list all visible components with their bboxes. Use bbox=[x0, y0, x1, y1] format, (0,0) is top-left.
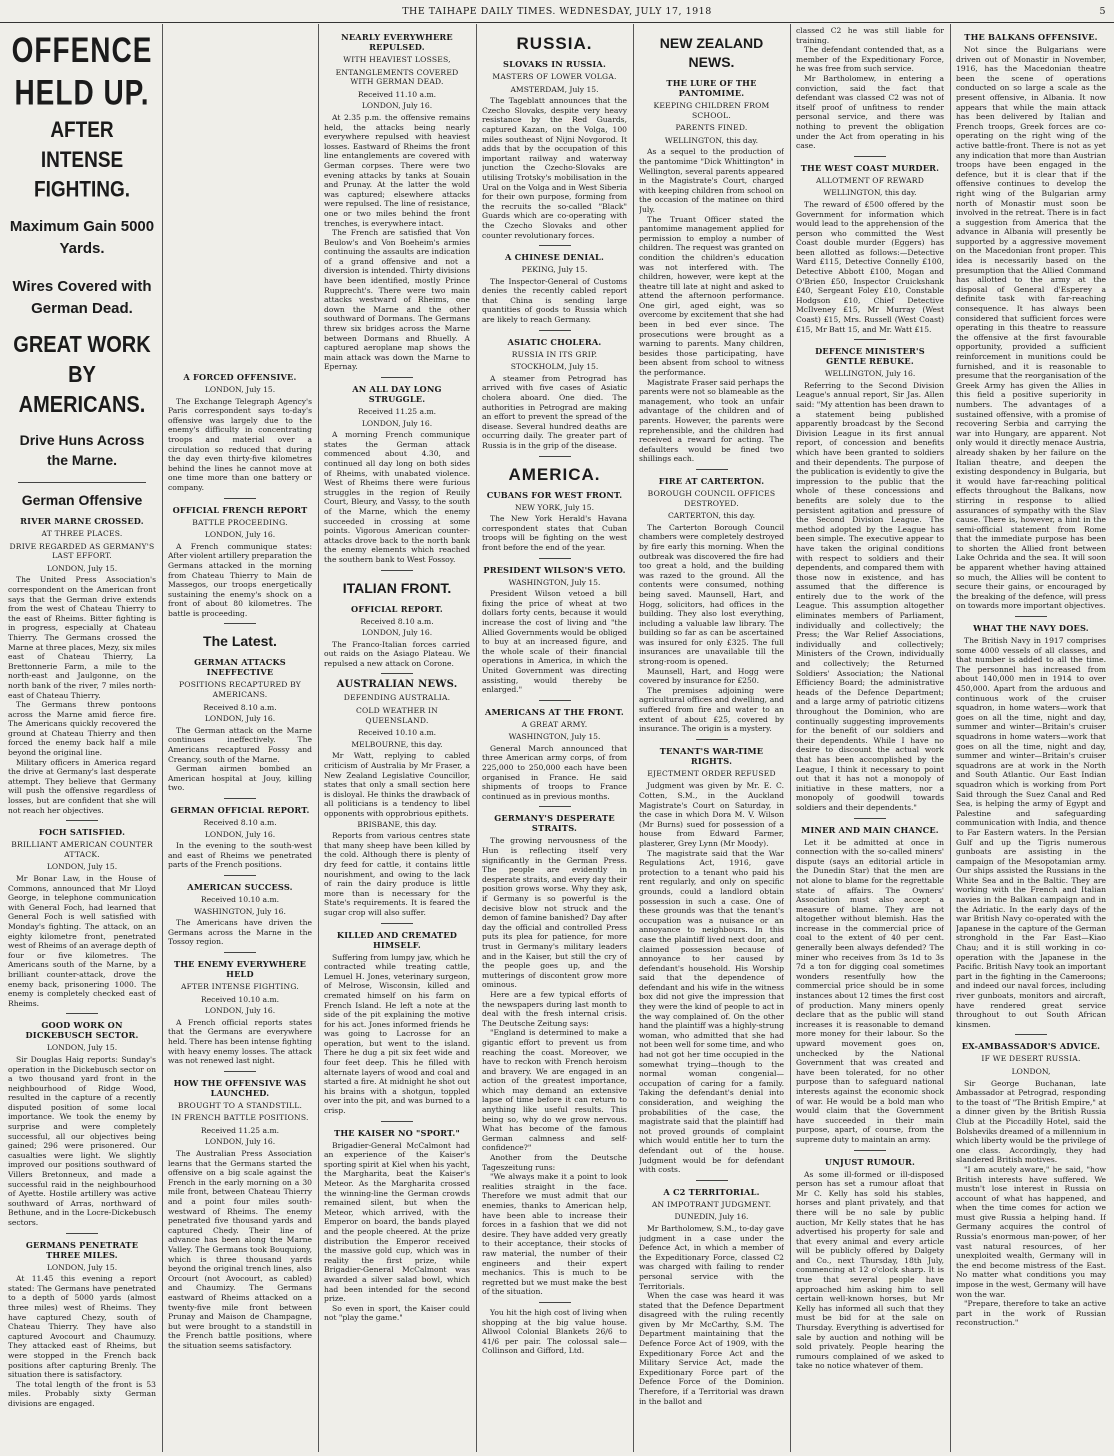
article-subheadline: DRIVE REGARDED AS GERMANY'S LAST EFFORT. bbox=[9, 541, 155, 561]
article-paragraph: "I am acutely aware," he said, "how British interests have suffered. We mustn't lose interest in Russia on account of what has happened, and when the time comes for action we must give Russia a helping hand. If Germany acquires the control of Russia's enormous man-power, of her vast natural resources, of her unexploited wealth, Germany will in the end become mistress of the East. No matter what conditions you may impose in the west, Germany will have won the war. bbox=[956, 1164, 1106, 1299]
divider bbox=[539, 558, 571, 559]
divider bbox=[854, 818, 886, 819]
article-subheadline: BATTLE PROCEEDING. bbox=[192, 517, 288, 527]
article-headline: DEFENCE MINISTER'S GENTLE REBUKE. bbox=[815, 346, 925, 367]
divider bbox=[539, 456, 571, 457]
dateline: LONDON, July 16. bbox=[361, 101, 433, 111]
article-paragraph: A French official reports states that the Germans are everywhere held. There has been intense fighting with heavy enemy losses. The attack was not renewed last night. bbox=[168, 1017, 312, 1066]
article-headline: THE LURE OF THE PANTOMIME. bbox=[666, 78, 757, 98]
article-headline: RIVER MARNE CROSSED. bbox=[20, 516, 144, 526]
divider bbox=[696, 469, 728, 470]
column-rule bbox=[633, 24, 634, 1452]
divider bbox=[224, 498, 256, 499]
article-paragraph: A French communique states: After violent artillery preparation the Germans attacked in the morning from Chateau Thierry to Main de Massegos, our troops energetically sustaining the enemy's shock on a front of about 80 kilometres. The battle is proceeding. bbox=[168, 541, 312, 618]
divider bbox=[66, 820, 98, 821]
dateline: WELLINGTON, this day. bbox=[823, 188, 917, 198]
column-rule bbox=[162, 24, 163, 1452]
headline-main: OFFENCE HELD UP. bbox=[11, 30, 153, 112]
dateline: DUNEDIN, July 16. bbox=[674, 1212, 749, 1222]
article-headline: THE KAISER NO "SPORT." bbox=[334, 1127, 460, 1138]
divider bbox=[854, 339, 886, 340]
dateline: LONDON, July 15. bbox=[46, 862, 118, 872]
dateline: WASHINGTON, July 15. bbox=[508, 577, 601, 587]
masthead bbox=[0, 0, 1114, 23]
article-headline: THE WEST COAST MURDER. bbox=[800, 162, 940, 173]
article-paragraph: Mr Bartholomew, in entering a conviction, said the fact that defendant was classed C2 was not of itself proof of unfitness to render personal service, and there was nothing to prevent the obligation under the Act from operating in his case. bbox=[796, 73, 944, 151]
dateline: WELLINGTON, July 16. bbox=[824, 369, 916, 379]
article-paragraph: In the evening to the south-west and east of Rheims we penetrated parts of the French positions. bbox=[168, 841, 312, 870]
section-title: The Latest. bbox=[203, 633, 277, 650]
column-rule bbox=[790, 24, 791, 1452]
received-time: Received 8.10 a.m. bbox=[203, 818, 277, 827]
received-time: Received 10.10 a.m. bbox=[200, 994, 280, 1004]
advertisement-paragraph: You hit the high cost of living when shopping at the big value house. Allwool Colonial Blankets 26/6 to 41/6 per pair. The colossal sale—Collinson and Gifford, Ltd. bbox=[482, 1307, 627, 1356]
article-paragraph: Maunsell, Hart, and Hogg were covered by insurance for £250. bbox=[639, 666, 784, 686]
article-paragraph: Referring to the Second Division League's annual report, Sir Jas. Allen said: "My attention has been drawn to a statement being published apparently broadcast by the Second Division League in its first annual report, of concession and benefits which have been granted to soldiers and their dependents. The purpose of the publication is evidently to give the impression to the public that the whole of these concessions and benefits are solely due to the persistent agitation and pressure of the Second Division League. The method adopted by the League has been simple. The executive appear to have taken the original conditions with respect to soldiers and their dependents, and compared them with those now in existence, and has assumed that the difference is entirely due to the work of the League. This assumption altogether eliminates members of Parliament, individually and collectively; the Press; the War Relief Associations, individually and collectively; Ministers of the Crown, individually and collectively; the Returned Soldiers' Association; the National Efficiency Board; the administrative heads of the Defence Department; and a large army of patriotic citizens throughout the Dominion, who are continually suggesting improvements for the benefit of our soldiers and their dependents. While I have no desire to discount the actual work that has been accomplished by the League, I think it necessary to point out that it has not a monopoly of initiative in these matters, nor a monopoly of goodwill towards soldiers and their dependents." bbox=[796, 380, 944, 812]
article-headline: A CHINESE DENIAL. bbox=[504, 252, 605, 263]
section-title: ITALIAN FRONT. bbox=[342, 579, 452, 596]
divider bbox=[224, 623, 256, 624]
article-paragraph: The magistrate said that the War Regulations Act, 1916, gave protection to a tenant who paid his rent regularly, and only on specific grounds, could a landlord obtain possession in such a case. One of these grounds was that the tenant's occupation was a nuisance or an annoyance to neighbours. In this case the plaintiff lived next door, and claimed possession because of annoyance to her caused by defendant's household. His Worship said that the dependence of defendant and his wife in the witness box did not give the impression that they were the kind of people to act in the way complained of. On the other hand the plaintiff was a highly-strung woman, who admitted that she had not been well for some time, and who had not got her time occupied in the somewhat trying—though to the normal woman congenial—occupation of caring for a family. Taking the defendant's denial into consideration, and weighing the probabilities of the case, the magistrate said that the plaintiff had not proved grounds of complaint which would entitle her to turn the defendant out of the house. Judgment would be for defendant with costs. bbox=[639, 848, 784, 1175]
dateline: STOCKHOLM, July 15. bbox=[510, 362, 599, 372]
article-headline: UNJUST RUMOUR. bbox=[824, 1156, 916, 1167]
dateline: CARTERTON, this day. bbox=[667, 511, 756, 521]
article-paragraph: classed C2 he was still liable for training. bbox=[796, 26, 944, 45]
article-subheadline: DEFENDING AUSTRALIA. bbox=[343, 693, 451, 703]
divider bbox=[224, 875, 256, 876]
divider bbox=[539, 1302, 571, 1303]
article-subheadline: EJECTMENT ORDER REFUSED bbox=[647, 768, 776, 778]
dateline: LONDON, July 16. bbox=[204, 714, 276, 724]
article-subheadline: BROUGHT TO A STANDSTILL. bbox=[177, 1100, 303, 1110]
article-headline: GERMAN OFFICIAL REPORT. bbox=[170, 805, 310, 815]
article-paragraph: At 11.45 this evening a report stated: The Germans have penetrated to a depth of 5000 yards (almost three miles) west of Rheims. They have captured Chezy, south of Chateau Thierry. They have also captured Avocourt and Chaumuzy. They attacked east of Rheims, but were stopped in the French back positions after capturing Brenly. The situation there is satisfactory. bbox=[8, 1274, 156, 1380]
article-paragraph: As a sequel to the production of the pantomime "Dick Whittington" in Wellington, several parents appeared in the Magistrate's Court, charged with keeping children from school on the occasion of the matinee on third July. bbox=[639, 147, 784, 214]
article-paragraph: General March announced that three American army corps, of from 225,000 to 250,000 each have been organised in France. He said shipments of troops to France continued as in previous months. bbox=[482, 743, 627, 801]
divider bbox=[224, 952, 256, 953]
article-subheadline: BRILLIANT AMERICAN COUNTER ATTACK. bbox=[11, 840, 153, 859]
article-paragraph: The British Navy in 1917 comprises some 4000 vessels of all classes, and that number is added to all the time. The personnel has increased from about 140,000 men in 1914 to over 450,000. Apart from the arduous and continuous work of the cruiser squadron, in home waters—work that goes on all the time, night and day, summer and winter—Britain's cruiser squadrons in home waters—work that goes on all the time, night and day, summer and winter—Britain's cruiser squadrons are at work in the North and South Atlantic. Our East Indian squadron which is working from Port Said through the Suez Canal and Red Sea, is helping the army of Egypt and Palestine and safeguarding communication with India, and thence to Far Eastern waters. In the Persian Gulf and up the Tigris numerous gunboats are assisting in the campaign of the Mesopotamian army. Our ships assisted the Russians in the White Sea and in the Baltic. They are working with the French and Italian navies in the Balkan campaign and in the Adriatic. In the early days of the war British Navy co-operated with the Japanese in the capture of the German stronghold in the Far East—Kiao Chau; and it is still working in co-operation with the Japanese in the Pacific. British Navy took an important part in the fighting in the Cameroons; and indeed our naval forces, including river gunboats, monitors and aircraft, have rendered great service throughout to out South African kinsmen. bbox=[956, 636, 1106, 1029]
article-paragraph: The reward of £500 offered by the Government for information which would lead to the apprehension of the person who committed the West Coast double murder (Eggers) has been allotted as follows:—Detective Ward £115, Detective Connelly £100, Detective Abbott £100, Mogan and O'Brien £50, Inspector Cruickshank £40, Sergeant Foley £10, Constable Hodgson £10, Chief Detective McIlveney £15, Mr Murray (West Coast) £15, Mrs. Russell (West Coast) £15, Mr Batt 15, and Mr. Watt £15. bbox=[796, 199, 944, 334]
article-paragraph: Suffering from lumpy jaw, which he contracted while treating cattle, Lemuel H. Jones, veterinary surgeon, of Melrose, Wisconsin, killed and cremated himself on his farm on French Island. He left a note at the side of the pit explaining the motive for his act. Jones informed friends he was going to Lacrosse for an operation, but went to the island. There he dug a pit six feet wide and four feet deep. This he filled with alternate layers of wood and coal and started a fire. At midnight he shot out his brains with a shotgun, toppled over into the pit, and was burned to a crisp. bbox=[324, 952, 470, 1116]
article-headline: OFFICIAL REPORT. bbox=[351, 603, 443, 614]
divider bbox=[539, 330, 571, 331]
received-time: Received 10.10 a.m. bbox=[357, 728, 437, 738]
article-paragraph: So even in sport, the Kaiser could not "play the game." bbox=[324, 1303, 470, 1323]
article-paragraph: Mr Bartholomew, S.M., to-day gave judgment in a case under the Defence Act, in which a member of the Expeditionary Force, classed C2 was charged with failing to render personal service with the Territorials. bbox=[639, 1223, 784, 1291]
section-title: RUSSIA. bbox=[516, 34, 593, 53]
dateline: LONDON, July 16. bbox=[361, 418, 433, 428]
article-paragraph: The New York Herald's Havana correspondent states that Cuban troops will be fighting on the west front before the end of the year. bbox=[482, 514, 627, 552]
article-headline: CUBANS FOR WEST FRONT. bbox=[486, 489, 623, 500]
article-headline: GERMANS PENETRATE THREE MILES. bbox=[25, 1239, 139, 1260]
dateline: LONDON, July 16. bbox=[361, 628, 433, 638]
article-paragraph: "Prepare, therefore to take an active part in the work of Russian reconstruction." bbox=[956, 1299, 1106, 1328]
article-headline: HOW THE OFFENSIVE WAS LAUNCHED. bbox=[173, 1077, 307, 1098]
column-4 bbox=[482, 26, 627, 1450]
article-paragraph: The growing nervousness of the Hun is reflecting itself very significantly in the German Press. The people are evidently in desperate straits, and every day their position grows worse. Why they ask, if Germany is so powerful is the decisive blow not struck and the demon of famine banished? Day after day the official and controlled Press puts its plea for patience, for more trust in Germany's military leaders and in the Kaiser, but still the cry of the people goes up, and the mutterings of discontent grow more ominous. bbox=[482, 836, 627, 990]
dateline: LONDON, July 15. bbox=[46, 563, 118, 573]
divider bbox=[224, 1071, 256, 1072]
article-paragraph: The German attack on the Marne continues ineffectively. The Americans recaptured Fossy and Creancy, south of the Marne. bbox=[168, 725, 312, 764]
article-paragraph: Not since the Bulgarians were driven out of Monastir in November, 1916, has the Macedonian theatre been the scene of operations conducted on so large a scale as the present offensive, in Albania. It now appears that while the main attack has been delivered by Italian and French troops, Greek forces are co-operating on the right wing of the active battle-front. There is not as yet any indication that more than Austrian troops have been engaged in the defence, but it is clear that if the offensive continues to develop the right wing of the Bulgarian army north of Monastir must soon be involved in the retreat. There is in fact a suggestion from America that the advance in Albania will presently be supported by a aggressive movement on the Macedonian front proper. This idea is necessarily based on the presumption that the Allied Command has allotted to the army at the disposal of General d'Esperey a definite task with far-reaching consequence. It has always been considered that sufficient forces were operating in this theatre to reassure the offensive at the first favourable opportunity, provided a sufficient reinforcement in munitions could be furnished, and it is reasonable to presume that the reorganisation of the Greek Army has given the Allies in this field a positive superiority in numbers. The advantages of a sustained offensive, with a promise of recovering Serbia and carrying the war into Hungary, are apparent. Not only would it directly menace Austria, already shaken by her failure on the Italian theatre, and deepen the existing despondency in Bulgaria, but it would have far-reaching political effects throughout the Balkans, now stirring in response to allied assurances of sympathy with the Slav cause. There is, however, a hint in the semi-official statement from Rome that the immediate purpose has been to shorten the Allied front between Lake Ochrida and the sea. It will soon be apparent whether having attained so much, the Allies will be content to secure their gains, or encouraged by the breaking of the defence, will press on towards more important objectives. bbox=[956, 45, 1106, 611]
received-time: Received 11.25 a.m. bbox=[200, 1125, 280, 1135]
column-rule bbox=[318, 24, 319, 1452]
article-headline: GERMANY'S DESPERATE STRAITS. bbox=[494, 813, 615, 834]
article-headline: KILLED AND CREMATED HIMSELF. bbox=[336, 929, 458, 950]
received-time: Received 11.25 a.m. bbox=[357, 407, 437, 416]
article-paragraph: The Americans have driven the Germans across the Marne in the Tossoy region. bbox=[168, 918, 312, 947]
article-paragraph: The total length of the front is 53 miles. Probably sixty German divisions are engaged. bbox=[8, 1379, 156, 1408]
divider bbox=[66, 1233, 98, 1234]
dateline: LONDON, July 16. bbox=[204, 530, 276, 540]
article-paragraph: Brigadier-General McCalmont had an experience of the Kaiser's sporting spirit at Kiel when his yacht, the Margharita, beat the Kaiser's Meteor. As the Margharita crossed the winning-line the German crowds remained silent, but when the Meteor, which arrived, with the Emperor on board, the bands played and the people cheered. At the prize distribution the Emperor received the massive gold cup, which was in reality the first prize, while Brigadier-General McCalmont was awarded a silver salad bowl, which had been intended for the second prize. bbox=[324, 1140, 470, 1304]
headline-deck-3: Wires Covered with German Dead. bbox=[12, 278, 152, 317]
article-paragraph: The Exchange Telegraph Agency's Paris correspondent says to-day's offensive was largely due to the enemy's difficulty in concentrating troops and material over a circulation so reduced that during the day even thirty-five kilometres behind the lines he cannot move at one time more than one battery or company. bbox=[168, 396, 312, 492]
headline-deck-2: Maximum Gain 5000 Yards. bbox=[9, 218, 155, 257]
article-headline: FIRE AT CARTERTON. bbox=[658, 475, 765, 486]
article-paragraph: Here are a few typical efforts of the newspapers during last month to deal with the fresh internal crisis. The Deutsche Zeitung says: bbox=[482, 989, 627, 1028]
article-paragraph: A morning French communique states the German attack commenced about 4.30, and continued all day long on both sides of Rheims, with unabated violence. West of Rheims there were furious struggles in the region of Reuily Court, Bleury, and Vassy, to the south of the Marne, which the enemy succeeded in crossing at some points. Vigorous American counter-attacks drove back to the north bank the enemy elements which reached the southern bank to West Fossoy. bbox=[324, 430, 470, 564]
article-subheadline: AN IMPOTRANT JUDGMENT. bbox=[651, 1199, 772, 1209]
headline-deck-4: GREAT WORK BY AMERICANS. bbox=[13, 332, 151, 418]
article-subheadline: ENTANGLEMENTS COVERED WITH GERMAN DEAD. bbox=[335, 67, 459, 87]
column-rule bbox=[476, 24, 477, 1452]
divider bbox=[381, 570, 413, 571]
article-paragraph: "We always make it a point to look realities straight in the face. Therefore we must admit that our enemies, thanks to American help, have been able to increase their forces in a fashion that we did not desire. They have added very greatly to their acceptance, their stocks of raw material, the number of their engineers and their expert mechanics. This is much to be regretted but we must make the best of the situation. bbox=[482, 1172, 627, 1297]
divider bbox=[854, 1150, 886, 1151]
column-5 bbox=[639, 26, 784, 1450]
headline-deck-1: AFTER INTENSE FIGHTING. bbox=[33, 118, 131, 203]
article-subheadline: IN FRENCH BATTLE POSITIONS. bbox=[171, 1113, 309, 1123]
article-subheadline: WITH HEAVIEST LOSSES, bbox=[343, 55, 451, 64]
column-rule bbox=[950, 24, 951, 1452]
article-headline: OFFICIAL FRENCH REPORT bbox=[172, 504, 308, 515]
article-paragraph: The Australian Press Association learns that the Germans started the offensive on a big scale against the French in the early morning on a 30 mile front, between Chateau Thierry and a point four miles south-westward of Rheims. The enemy penetrated five thousand yards and captured Chedy. Their line of advance has been along the Marne Valley. The Germans took Bouquiony, which is three thousand yards beyond the original trench lines, also Orcourt (not Avocourt, as cabled) and Chaumizy. The Germans eastward of Rheims attacked on a twenty-five mile front between Prunay and Maison de Champagne, but were brought to a standstill in the French battle positions, where the situation seems satisfactory. bbox=[168, 1149, 312, 1350]
article-paragraph: The premises adjoining were agricultural offices and dwelling, and suffered from fire and water to an extent of about £25, covered by insurance. The origin is a mystery. bbox=[639, 685, 784, 734]
article-headline: A C2 TERRITORIAL. bbox=[663, 1186, 760, 1197]
article-paragraph: Let it be admitted at once in connection with the so-called miners' dispute (says an editorial article in the Dunedin Star) that the men are not alone to blame for the regrettable state of affairs. The Owners' Association must also accept a measure of blame. They are not altogether without blemish. Has the increase in the commercial price of coal to the extent of 40 per cent. generally been always defended? The miner who receives from 3s 1d to 3s 7d a ton for digging coal sometimes wonders resentfully how the commercial price should be in some instances about 12 times the first cost of production. Many miners openly declare that as the public will stand increases it is reasonable to demand more money for their labour. So the upward movement goes on, unchecked by the National Government that was created and have been tolerated, for no other purpose than to safeguard national interests against the economic shock of war. He would be a bold man who would claim that the Government have succeeded in their main purpose, apart, of course, from the supreme duty to maintain an army. bbox=[796, 837, 944, 1144]
article-paragraph: Military officers in America regard the drive at Germany's last desperate attempt. They believe that Germany will push the offensive regardless of losses, but are confident that she will not reach her objectives. bbox=[8, 757, 156, 815]
article-paragraph: The Germans threw pontoons across the Marne amid fierce fire. The Americans quickly recovered the ground at Chateau Thierry and then forced the enemy back half a mile beyond the original line. bbox=[8, 700, 156, 758]
article-subheadline: RUSSIA IN ITS GRIP. bbox=[511, 349, 598, 359]
article-paragraph: Sir Douglas Haig reports: Sunday's operation in the Dickebusch sector on a two thousand yard front in the neighbourhood of Ridge Wood, resulted in the capture of a recently disputed position of some local importance. We took the enemy by surprise and were completely successful, all our objectives being gained; 296 were prisonered. Our casualties were light. We slightly improved our positions southward of Villers Bretonneux, and made a successful raid in the neighbourhood of Ayette. Hostile artillery was active southward of Arras, northward of Bethune, and in the Locre-Dickebusch sectors. bbox=[8, 1054, 156, 1227]
article-paragraph: Judgment was given by Mr. E. C. Cotten, S.M., in the Auckland Magistrate's Court on Saturday, in the case in which Dora M. V. Wilson (Mr Burns) sued for possession of a house from Edward Farmer, plasterer, Grey Lynn (Mr Moody). bbox=[639, 781, 784, 848]
page-number: 5 bbox=[1099, 6, 1106, 17]
article-headline: PRESIDENT WILSON'S VETO. bbox=[483, 564, 626, 575]
divider bbox=[381, 673, 413, 674]
article-headline: TENANT'S WAR-TIME RIGHTS. bbox=[659, 745, 764, 766]
divider bbox=[381, 377, 413, 378]
article-paragraph: Another from the Deutsche Tageszeitung runs: bbox=[482, 1153, 627, 1172]
article-subheadline: MASTERS OF LOWER VOLGA. bbox=[492, 72, 617, 81]
article-subheadline: AFTER INTENSE FIGHTING. bbox=[180, 981, 300, 991]
article-headline: MINER AND MAIN CHANCE. bbox=[801, 824, 939, 835]
article-headline: THE BALKANS OFFENSIVE. bbox=[964, 32, 1098, 42]
dateline: LONDON, July 16. bbox=[204, 829, 276, 839]
dateline: LONDON, July 16. bbox=[204, 1137, 276, 1147]
article-paragraph: The Tageblatt announces that the Czecho Slovaks, despite very heavy resistance by the Red Guards, captured Kazan, on the Volga, 100 miles southeast of Nijni Novgorod. It adds that by the occupation of this important railway and waterway junction the Czecho-Slovaks are utilising Trotsky's mobilisation in the Ural on the Volga and in West Siberia for their own purpose, forming from the recruits the so-called "Black" Guards which are co-operating with the Czecho Slovaks and other counter revolutionary forces. bbox=[482, 96, 627, 240]
article-paragraph: Sir George Buchanan, late Ambassador at Petrograd, responding to the toast of "The British Empire," at a dinner given by the British Russia Club at the Piccadilly Hotel, said the Bolsheviks dreamed of a millennium in which liberty would be the privilege of one class. Accordingly, they had slandered British motives. bbox=[956, 1078, 1106, 1165]
article-paragraph: The French are satisfied that Von Beulow's and Von Boeheim's armies continuing the assaults are indication of a grand offensive and not a diversion is intended. Thirty divisions have been identified, mostly Prince Rupprecht's. There were two main attacks westward of Rheims, one down the Marne and the other southward of Dormans. The Germans threw six bridges across the Marne between Dormans and Rhuelly. A captured aeroplane map shows the main attack was down the Marne to Epernay. bbox=[324, 228, 470, 372]
article-paragraph: The Inspector-General of Customs denies the recently cabled report that China is sending large quantities of goods to Russia which are likely to reach Germany. bbox=[482, 276, 627, 325]
divider bbox=[696, 739, 728, 740]
column-6 bbox=[796, 26, 944, 1450]
dateline: AMSTERDAM, July 15. bbox=[510, 84, 599, 94]
dateline: WASHINGTON, July 16. bbox=[194, 906, 286, 916]
column-7 bbox=[956, 26, 1106, 1450]
headline-overflow-space bbox=[168, 26, 312, 366]
article-headline: SLOVAKS IN RUSSIA. bbox=[503, 59, 606, 69]
article-paragraph: As some ill-formed or ill-disposed person has set a rumour afloat that Mr C. Kelly has sold his stables, horses and plant privately, and that there will be no sale by public auction, Mr Kelly states that he has advertised his property for sale and that every animal and every article will be publicly offered by Dalgety and Co., next Thursday, 18th July, commencing at 12 o'clock sharp. It is true that several people have approached him asking him to sell certain well-known horses, but Mr Kelly has informed all such that they must be bid for at the sale on Thursday. Everything is advertised for sale by auction and nothing will be sold privately. People hearing the rumours complained of we asked to take no notice whatever of them. bbox=[796, 1169, 944, 1371]
article-paragraph: Magistrate Fraser said perhaps the parents were not so blameable as the management, who took an unfair advantage of the children and of parents. However, the parents were reprehensible, and the children had received a reward for acting. The defaulters would be fined two shillings each. bbox=[639, 377, 784, 464]
article-headline: EX-AMBASSADOR'S ADVICE. bbox=[961, 1041, 1101, 1052]
dateline: LONDON, July 16. bbox=[204, 1006, 276, 1016]
article-paragraph: At 2.35 p.m. the offensive remains held, the attacks being nearly everywhere repulsed with heaviest losses. Eastward of Rheims the front line entanglements are covered with German corpses. There were two evening attacks by tanks at Souain and Prunay. At the latter the wold was captured; elsewhere attacks were repulsed. The line of resistance, one or two miles behind the front trenches, is everywhere intact. bbox=[324, 112, 470, 228]
received-time: Received 8.10 a.m. bbox=[203, 702, 277, 712]
dateline: WELLINGTON, this day. bbox=[664, 135, 759, 145]
masthead-title: THE TAIHAPE DAILY TIMES. WEDNESDAY, JULY 17, 1918 bbox=[402, 6, 712, 17]
article-headline: NEARLY EVERYWHERE REPULSED. bbox=[341, 32, 453, 52]
divider bbox=[1015, 1034, 1047, 1035]
divider bbox=[381, 1121, 413, 1122]
divider bbox=[696, 1180, 728, 1181]
article-paragraph: The Franco-Italian forces carried out raids on the Asiago Plateau. We repulsed a new attack on Corone. bbox=[324, 639, 470, 668]
article-headline: ASIATIC CHOLERA. bbox=[507, 336, 602, 347]
section-title: NEW ZEALAND NEWS. bbox=[659, 35, 764, 70]
dateline: NEW YORK, July 15. bbox=[514, 502, 594, 512]
article-headline: AMERICANS AT THE FRONT. bbox=[485, 706, 624, 717]
divider bbox=[539, 806, 571, 807]
article-paragraph: When the case was heard it was stated that the Defence Department disagreed with the ruling recently given by Mr McCarthy, S.M. The Department maintaining that the Defence Force Act of 1909, with the Expeditionary Force Act and the Military Service Act, made the Expeditionary Force part of the Defence Force of the Dominion. Therefore, if a Territorial was drawn in the ballot and bbox=[639, 1291, 784, 1406]
dateline: LONDON, July 15. bbox=[204, 385, 276, 394]
article-headline: A FORCED OFFENSIVE. bbox=[183, 372, 297, 382]
article-paragraph: The defendant contended that, as a member of the Expeditionary Force, he was free from such service. bbox=[796, 45, 944, 74]
article-subheadline: ALLOTMENT OF REWARD bbox=[816, 175, 924, 185]
article-paragraph: A steamer from Petrograd has arrived with five cases of Asiatic cholera aboard. One died. The authorities in Petrograd are making an effort to prevent the spread of the disease. Several hundred deaths are occurring daily. The greater part of Russia is in the grip of the disease. bbox=[482, 373, 627, 450]
divider bbox=[18, 482, 146, 483]
article-headline: WHAT THE NAVY DOES. bbox=[973, 623, 1089, 634]
dateline: WASHINGTON, July 15. bbox=[508, 732, 601, 742]
divider bbox=[381, 923, 413, 924]
article-paragraph: German airmen bombed an American hospital at Jouy, killing two. bbox=[168, 764, 312, 793]
dateline: LONDON, July 15. bbox=[46, 1262, 118, 1272]
divider bbox=[1015, 616, 1047, 617]
dateline: PEKING, July 15. bbox=[521, 265, 588, 275]
article-headline: AUSTRALIAN NEWS. bbox=[336, 679, 458, 691]
divider bbox=[224, 798, 256, 799]
column-2 bbox=[168, 26, 312, 1450]
divider bbox=[539, 245, 571, 246]
article-headline: AN ALL DAY LONG STRUGGLE. bbox=[352, 384, 442, 404]
article-subheadline: POSITIONS RECAPTURED BY AMERICANS. bbox=[178, 680, 302, 700]
article-subheadline: PARENTS FINED. bbox=[675, 123, 748, 133]
article-subheadline: IF WE DESERT RUSSIA. bbox=[981, 1054, 1081, 1064]
article-subheadline: KEEPING CHILDREN FROM SCHOOL. bbox=[653, 101, 770, 120]
article-headline: GERMAN ATTACKS INEFFECTIVE bbox=[194, 657, 286, 678]
section-title: German Offensive bbox=[21, 492, 143, 508]
article-paragraph: "England is determined to make a gigantic effort to prevent us from reaching the coast. Moreover, we have to reckon with French heroism and bravery. We are engaged in an action of the greatest importance, which may demand an extensive lapse of time before it can return to anything like useful results. This being so, why do we grow nervous. What has become of the famous German calmness and self-confidence?" bbox=[482, 1028, 627, 1153]
article-paragraph: President Wilson vetoed a bill fixing the price of wheat at two dollars forty cents, because it would increase the cost of living and "the Allied Governments would be obliged to buy at an increased figure, and the whole scale of their financial operations in America, in which the United Government was directing assisting, would thereby be enlarged." bbox=[482, 589, 627, 695]
dateline: LONDON, bbox=[1011, 1066, 1051, 1076]
divider bbox=[539, 700, 571, 701]
dateline: MELBOURNE, this day. bbox=[351, 739, 443, 749]
article-paragraph: Mr Bonar Law, in the House of Commons, announced that Mr Lloyd George, in telephone communication with General Foch, had learned that General Foch is well satisfied with Monday's fighting. The attack, on an eighty kilometre front, penetrated west of Rheims of an average depth of four or five kilometres. The Americans south of the Marne, by a brilliant counter-attack, drove the enemy back, prisonering 1000. The enemy is completely checked east of Rheims. bbox=[8, 874, 156, 1008]
received-time: Received 8.10 a.m. bbox=[360, 616, 434, 626]
column-3 bbox=[324, 26, 470, 1450]
article-headline: THE ENEMY EVERYWHERE HELD bbox=[173, 958, 307, 979]
divider bbox=[66, 1013, 98, 1014]
dateline: BRISBANE, this day. bbox=[357, 819, 437, 829]
article-paragraph: The United Press Association's correspondent on the American front says that the German drive extends from the west of Chateau Thierry to the east of Rheims. Bitter fighting is in progress, especially at Chateau Thierry. The Germans crossed the Marne at three places, Mezy, six miles east of Chateau Thierry, La Brettonnerie Farm, a mile to the north-east and Jaulgonne, on the north bank of the river, 7 miles north-east of Chateau Thierry. bbox=[8, 575, 156, 700]
divider bbox=[854, 156, 886, 157]
column-1 bbox=[8, 26, 156, 1450]
article-subheadline: COLD WEATHER IN QUEENSLAND. bbox=[355, 706, 438, 725]
article-headline: FOCH SATISFIED. bbox=[38, 827, 126, 838]
article-subheadline: BOROUGH COUNCIL OFFICES DESTROYED. bbox=[647, 488, 776, 508]
received-time: Received 11.10 a.m. bbox=[357, 89, 437, 99]
article-subheadline: AT THREE PLACES. bbox=[41, 529, 123, 538]
article-paragraph: The Carterton Borough Council chambers were completely destroyed by fire early this morning. When the outbreak was discovered the fire had too great a hold, and the building was razed to the ground. All the contents were consumed, nothing being saved. Maunsell, Hart, and Hogg, solicitors, had offices in the building. They also lost everything, including a valuable law library. The building so far as can be ascertained was insured for only £325. The full insurances are unavailable till the strong-room is opened. bbox=[639, 522, 784, 667]
article-headline: AMERICAN SUCCESS. bbox=[187, 881, 293, 892]
article-subheadline: A GREAT ARMY. bbox=[521, 719, 588, 729]
received-time: Received 10.10 a.m. bbox=[200, 894, 280, 904]
article-paragraph: The Truant Officer stated the pantomime management applied for permission to employ a number of children. The request was granted on condition the children's education was not interfered with. The children, however, were kept at the theatre till late at night and asked to attend the afternoon performance. One girl, aged eight, was so overcome by excitement that she had been in bed ever since. The prosecutions were brought as a warning to parents. Many children, besides those participating, have been absent from school to witness the performance. bbox=[639, 214, 784, 378]
section-title: AMERICA. bbox=[508, 464, 601, 484]
article-headline: GOOD WORK ON DICKEBUSCH SECTOR. bbox=[25, 1020, 139, 1041]
headline-deck-5: Drive Huns Across the Marne. bbox=[19, 432, 145, 468]
article-paragraph: Mr Watt, replying to cabled criticism of Australia by Mr Fraser, a New Zealand Legislative Councillor, states that only a small section here is disloyal. He thinks the drawback of all politicians is a tendency to libel opponents with opprobrious epithets. bbox=[324, 751, 470, 818]
article-paragraph: Reports from various centres state that many sheep have been killed by the cold. Although there is plenty of dry feed for cattle, it contains little nourishment, and owing to the lack of rain the dairy produce is little more than is necessary for the State's requirements. It is feared the sugar crop will also suffer. bbox=[324, 831, 470, 917]
dateline: LONDON, July 15. bbox=[46, 1043, 118, 1053]
